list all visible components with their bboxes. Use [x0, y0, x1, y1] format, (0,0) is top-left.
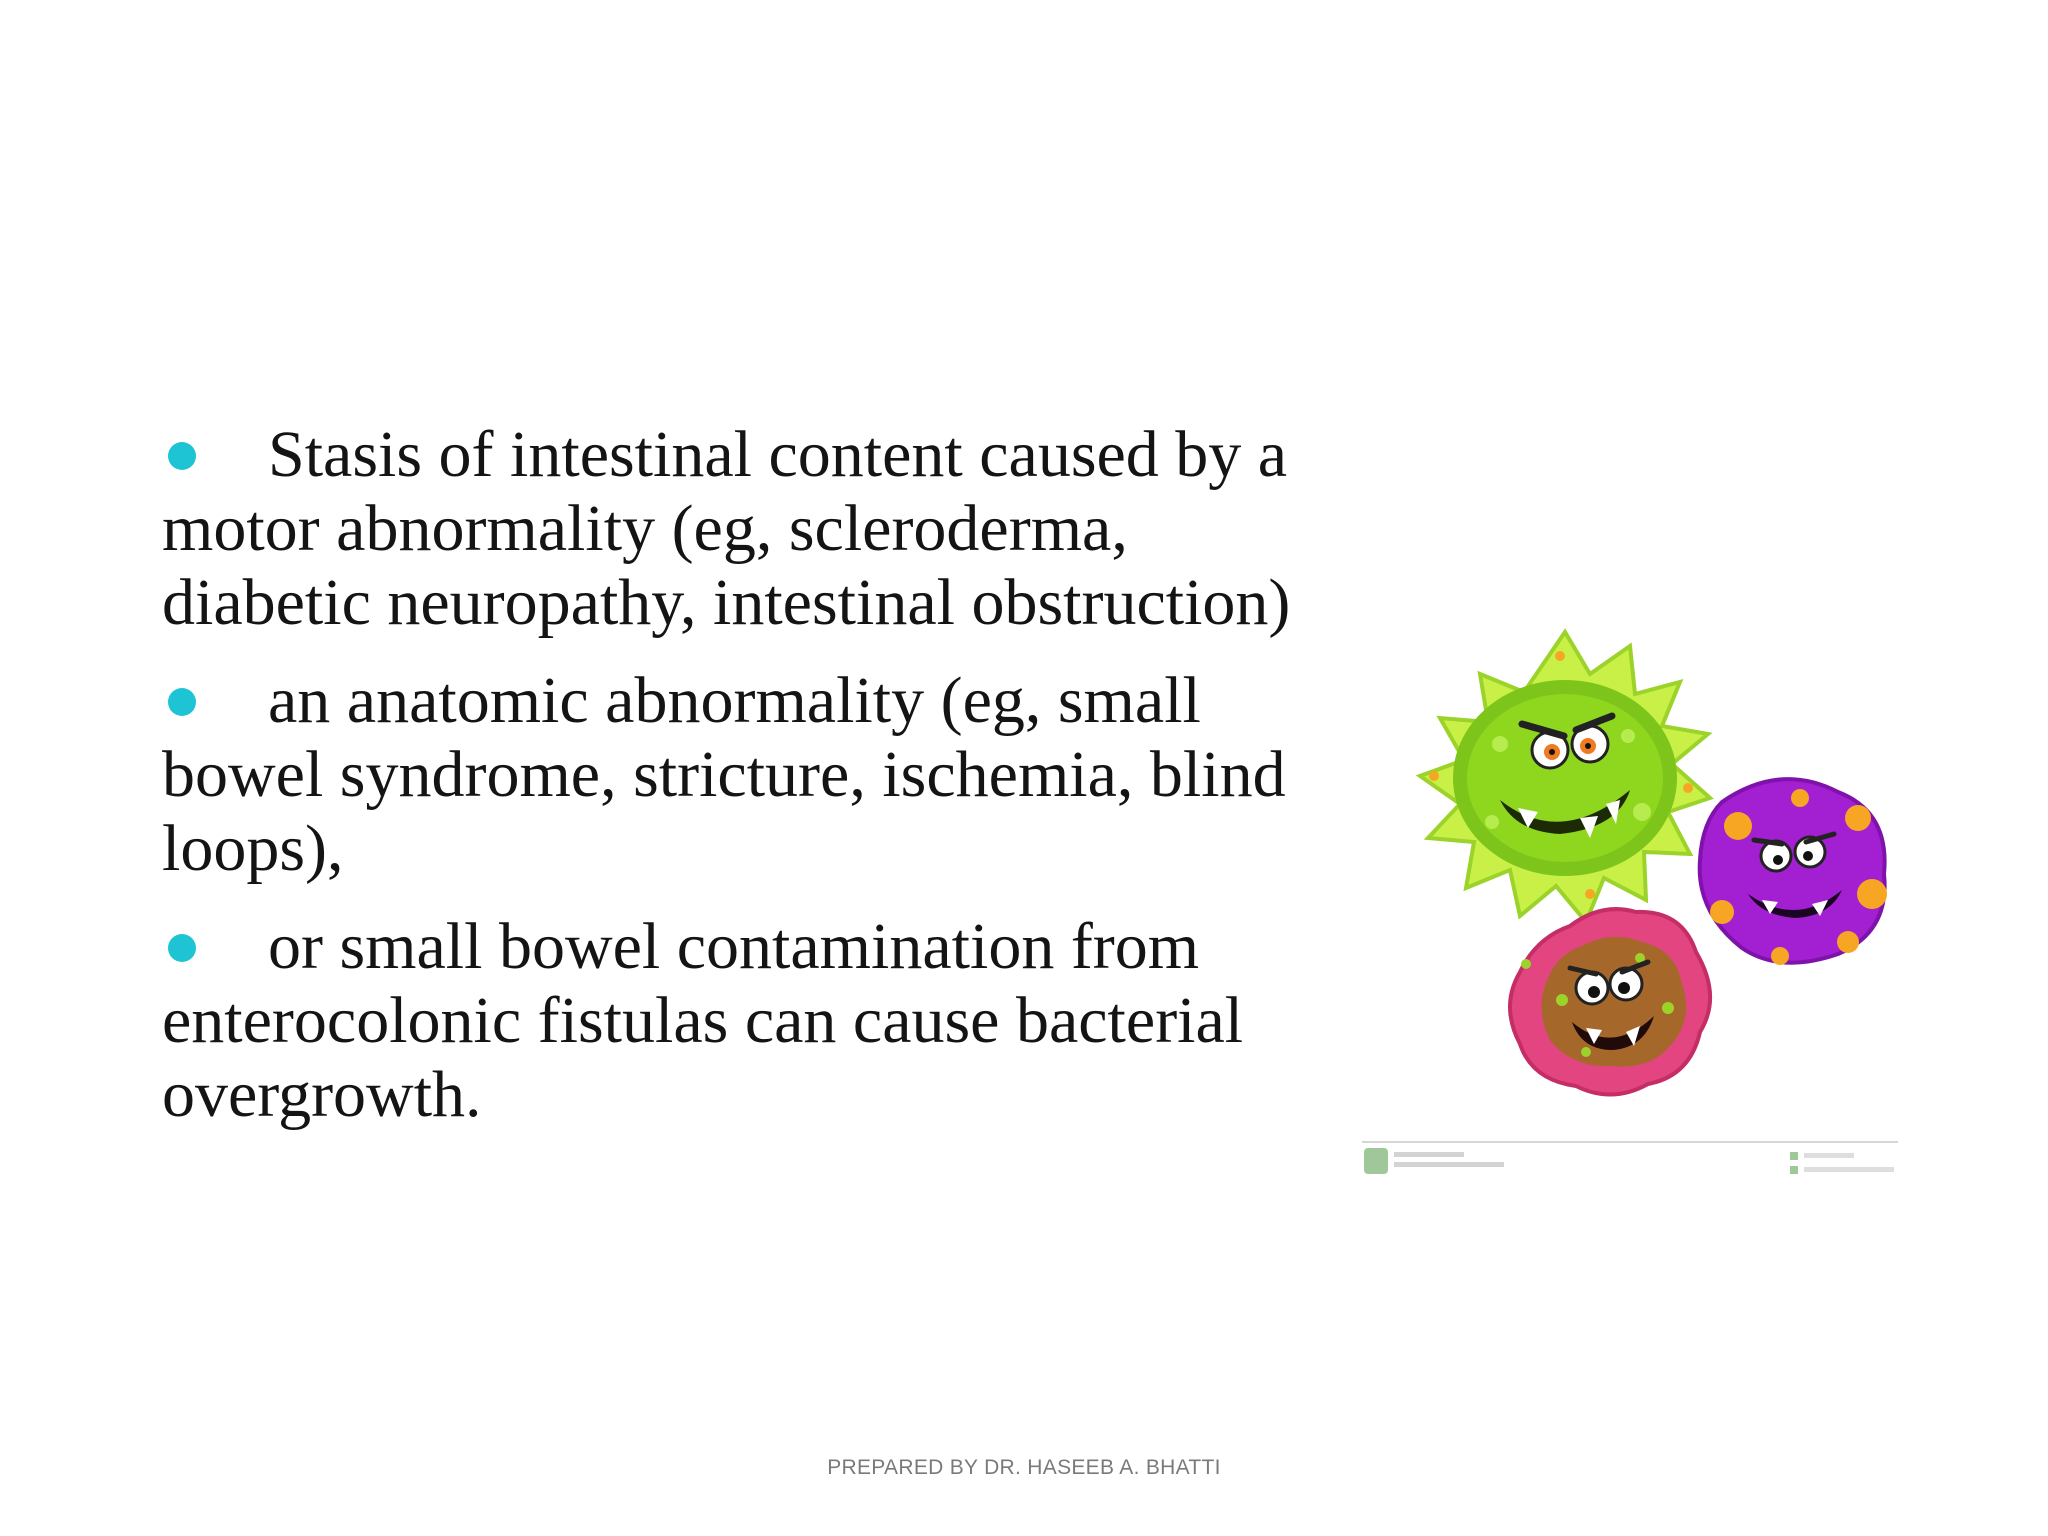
bullet-text: Stasis of intestinal content caused by a motor abnormality (eg, scleroderma, diabetic neuropathy, intestinal obstruction) — [162, 418, 1291, 639]
pink-germ-icon — [1510, 909, 1710, 1094]
bullet-dot-icon — [168, 934, 196, 962]
bullet-list — [162, 418, 1332, 1156]
purple-germ-icon — [1700, 779, 1887, 965]
bullet-dot-icon — [168, 442, 196, 470]
green-germ-icon — [1420, 632, 1710, 922]
bullet-text: or small bowel contamination from enterocolonic fistulas can cause bacterial overgrowth. — [162, 910, 1244, 1131]
bullet-item-anatomic — [162, 664, 1332, 886]
bacteria-illustration — [1350, 612, 1910, 1182]
bullet-item-stasis — [162, 418, 1332, 640]
bullet-dot-icon — [168, 688, 196, 716]
bullet-text: an anatomic abnormality (eg, small bowel syndrome, stricture, ischemia, blind loops), — [162, 664, 1286, 885]
bullet-item-contamination — [162, 910, 1332, 1132]
watermark-strip — [1362, 1142, 1898, 1174]
footer-credit: PREPARED BY DR. HASEEB A. BHATTI — [827, 1456, 1221, 1479]
